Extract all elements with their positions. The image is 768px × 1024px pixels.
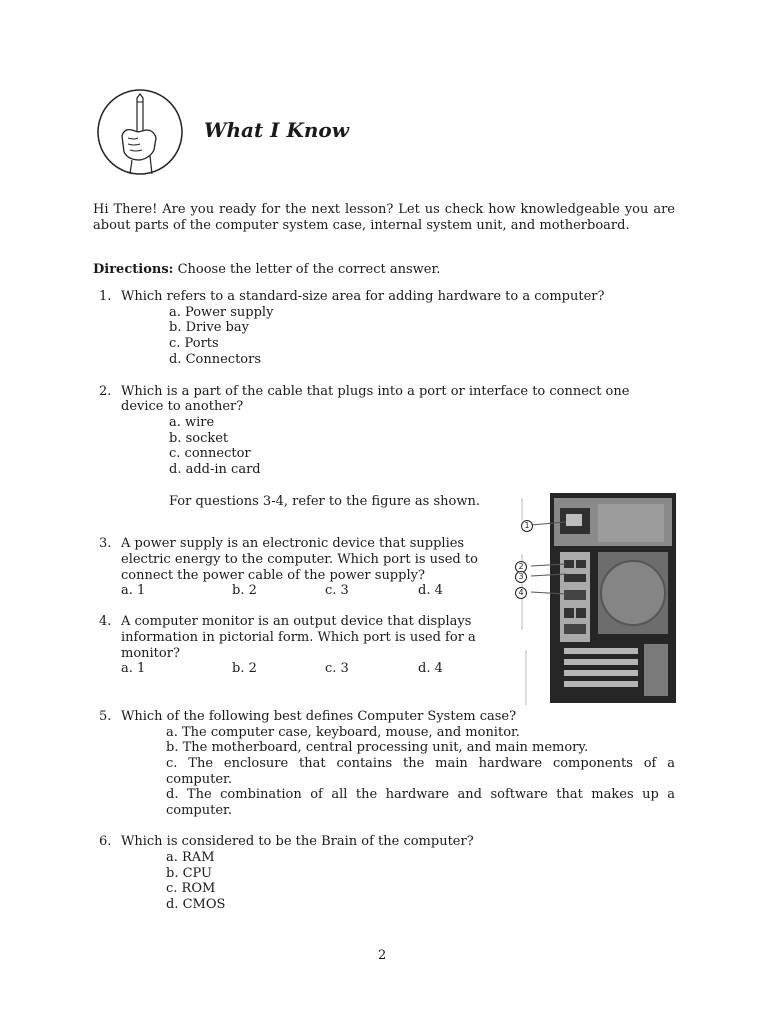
figure-label-3: 3	[515, 571, 527, 583]
figure-label-2: 2	[515, 561, 527, 573]
q1-option-c: c. Ports	[169, 336, 219, 351]
q4-option-b: b. 2	[232, 661, 257, 676]
q1-number: 1.	[99, 289, 112, 304]
q5-option-a: a. The computer case, keyboard, mouse, and monitor.	[166, 725, 520, 740]
directions-text: Choose the letter of the correct answer.	[173, 262, 441, 277]
q2-number: 2.	[99, 384, 112, 399]
q6-option-d: d. CMOS	[166, 897, 226, 912]
q3-text-line3: connect the power cable of the power supply?	[121, 568, 425, 583]
q3-option-c: c. 3	[325, 583, 349, 598]
figure-label-4: 4	[515, 587, 527, 599]
q5-option-c-line1: c. The enclosure that contains the main hardware components of a	[166, 756, 675, 771]
q6-number: 6.	[99, 834, 112, 849]
q2-option-a: a. wire	[169, 415, 215, 430]
q5-number: 5.	[99, 709, 112, 724]
q5-option-b: b. The motherboard, central processing unit, and main memory.	[166, 740, 589, 755]
q5-option-d-line2: computer.	[166, 803, 232, 818]
q1-option-b: b. Drive bay	[169, 320, 249, 335]
q5-option-c-line2: computer.	[166, 772, 232, 787]
intro-paragraph: Hi There! Are you ready for the next lesson? Let us check how knowledgeable you are about parts of the computer system case, internal system unit, and motherboard.	[93, 202, 675, 233]
q2-option-c: c. connector	[169, 446, 251, 461]
q4-text-line1: A computer monitor is an output device that displays	[121, 614, 472, 629]
q3-option-a: a. 1	[121, 583, 146, 598]
q6-option-b: b. CPU	[166, 866, 213, 881]
q4-option-c: c. 3	[325, 661, 349, 676]
directions-label: Directions:	[93, 262, 174, 277]
q4-number: 4.	[99, 614, 112, 629]
q3-option-d: d. 4	[418, 583, 443, 598]
q2-text-line1: Which is a part of the cable that plugs into a port or interface to connect one	[121, 384, 630, 399]
q3-text-line1: A power supply is an electronic device that supplies	[121, 536, 465, 551]
page-number: 2	[378, 948, 387, 963]
q2-text-line2: device to another?	[121, 399, 244, 414]
q1-option-a: a. Power supply	[169, 305, 274, 320]
figure-note: For questions 3-4, refer to the figure as shown.	[169, 494, 480, 509]
q1-text: Which refers to a standard-size area for adding hardware to a computer?	[121, 289, 605, 304]
page-title: What I Know	[204, 118, 349, 142]
q4-option-d: d. 4	[418, 661, 443, 676]
q3-number: 3.	[99, 536, 112, 551]
q6-text: Which is considered to be the Brain of the computer?	[121, 834, 474, 849]
q4-option-a: a. 1	[121, 661, 146, 676]
q1-option-d: d. Connectors	[169, 352, 262, 367]
q3-text-line2: electric energy to the computer. Which port is used to	[121, 552, 478, 567]
q2-option-b: b. socket	[169, 431, 229, 446]
pencil-hand-icon	[94, 88, 186, 176]
q4-text-line3: monitor?	[121, 646, 180, 661]
q6-option-c: c. ROM	[166, 881, 216, 896]
figure-label-1: 1	[521, 520, 533, 532]
q4-text-line2: information in pictorial form. Which port is used for a	[121, 630, 476, 645]
q3-option-b: b. 2	[232, 583, 257, 598]
q5-option-d-line1: d. The combination of all the hardware and software that makes up a	[166, 787, 675, 802]
q6-option-a: a. RAM	[166, 850, 215, 865]
directions	[93, 262, 440, 278]
q5-text: Which of the following best defines Computer System case?	[121, 709, 517, 724]
q2-option-d: d. add-in card	[169, 462, 261, 477]
